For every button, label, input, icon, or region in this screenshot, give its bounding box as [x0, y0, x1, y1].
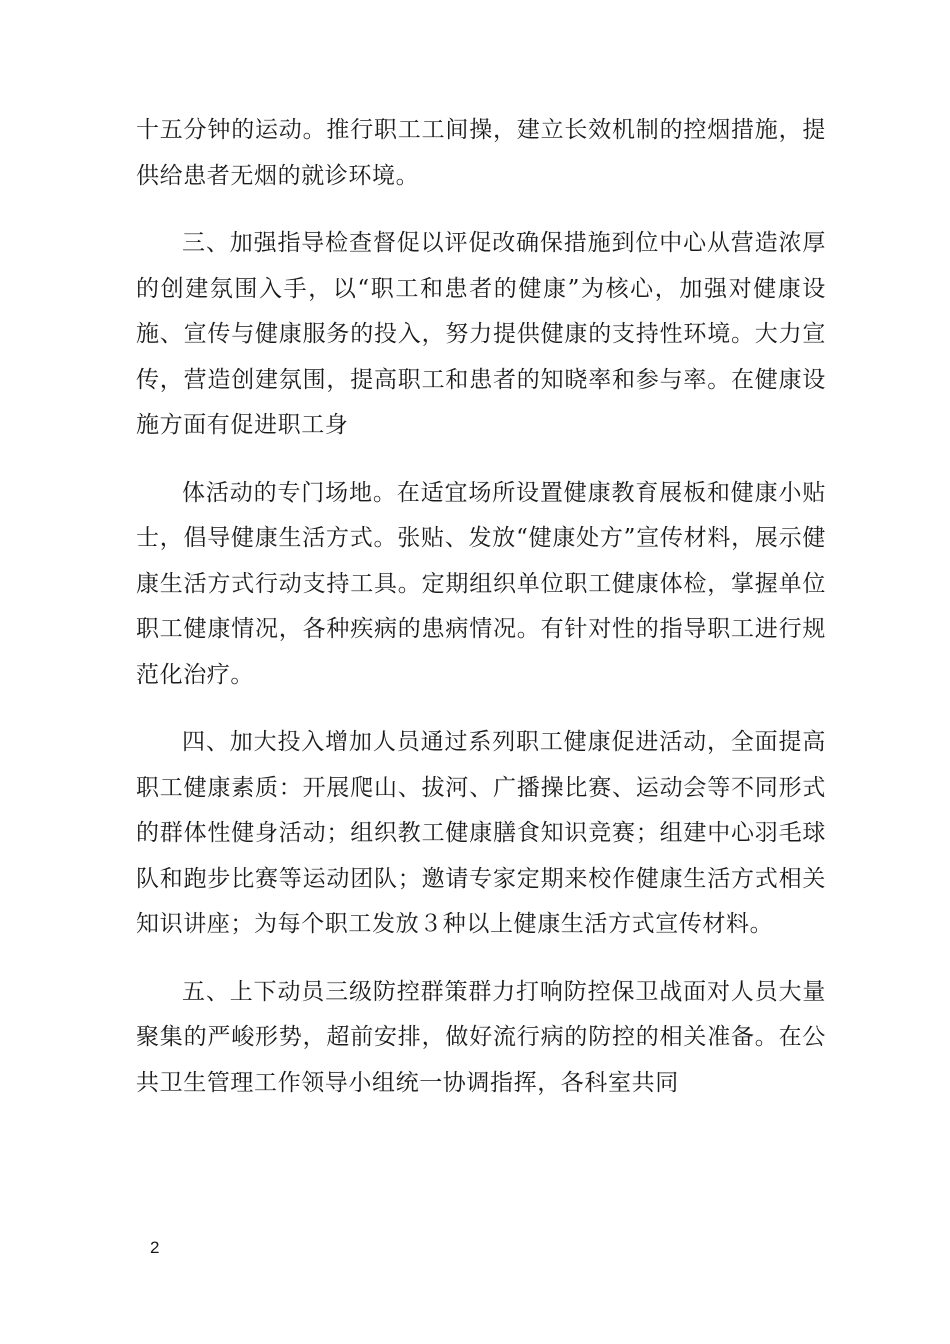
page-number: 2 [150, 1238, 160, 1257]
paragraph-section-four: 四、加大投入增加人员通过系列职工健康促进活动，全面提高职工健康素质：开展爬山、拔河、广播操比赛、运动会等不同形式的群体性健身活动；组织教工健康膳食知识竞赛；组建中心羽毛球队和跑步比赛等运动团队；邀请专家定期来校作健康生活方式相关知识讲座；为每个职工发放３种以上健康生活方式宣传材料。 [136, 729, 826, 937]
paragraph-continuation: 十五分钟的运动。推行职工工间操，建立长效机制的控烟措施，提供给患者无烟的就诊环境。 [136, 117, 826, 189]
paragraph-section-five: 五、上下动员三级防控群策群力打响防控保卫战面对人员大量聚集的严峻形势，超前安排，做好流行病的防控的相关准备。在公共卫生管理工作领导小组统一协调指挥，各科室共同 [136, 978, 826, 1096]
paragraph-section-three: 三、加强指导检查督促以评促改确保措施到位中心从营造浓厚的创建氛围入手，以“职工和患者的健康”为核心，加强对健康设施、宣传与健康服务的投入，努力提供健康的支持性环境。大力宣传，营造创建氛围，提高职工和患者的知晓率和参与率。在健康设施方面有促进职工身 [136, 230, 826, 438]
document-body [136, 108, 826, 1128]
paragraph-section-three-continued: 体活动的专门场地。在适宜场所设置健康教育展板和健康小贴士，倡导健康生活方式。张贴、发放“健康处方”宣传材料，展示健康生活方式行动支持工具。定期组织单位职工健康体检，掌握单位职工健康情况，各种疾病的患病情况。有针对性的指导职工进行规范化治疗。 [136, 479, 826, 688]
